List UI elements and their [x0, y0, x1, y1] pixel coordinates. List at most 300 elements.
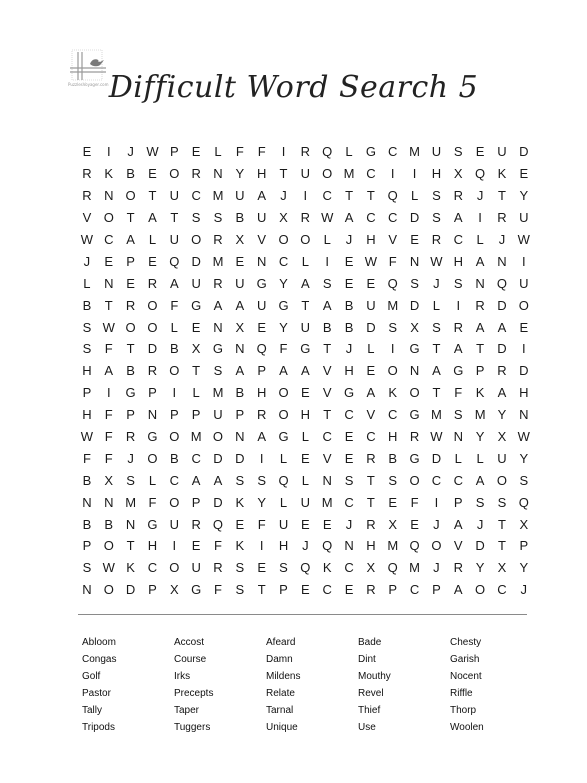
- letter-grid: [76, 141, 535, 601]
- word-list-item: Relate: [266, 688, 295, 699]
- grid-letter: O: [475, 582, 486, 598]
- grid-letter: W: [80, 429, 94, 445]
- grid-letter: I: [172, 385, 177, 401]
- grid-letter: M: [321, 494, 333, 510]
- grid-letter: E: [301, 450, 310, 466]
- word-list-item: Pastor: [82, 688, 111, 699]
- grid-letter: G: [125, 385, 136, 401]
- grid-letter: B: [104, 516, 114, 532]
- grid-letter: U: [300, 319, 311, 335]
- grid-letter: N: [256, 253, 267, 269]
- grid-letter: P: [169, 144, 179, 160]
- grid-letter: P: [235, 407, 245, 423]
- grid-letter: A: [235, 363, 245, 379]
- grid-letter: T: [497, 516, 506, 532]
- grid-letter: C: [344, 560, 354, 576]
- grid-letter: P: [432, 582, 441, 598]
- grid-letter: L: [432, 297, 441, 313]
- grid-letter: L: [148, 472, 157, 488]
- grid-letter: Q: [387, 188, 398, 204]
- grid-letter: V: [388, 232, 398, 247]
- grid-letter: M: [387, 538, 399, 554]
- grid-letter: P: [279, 582, 288, 598]
- grid-letter: C: [366, 210, 376, 226]
- grid-letter: O: [496, 472, 508, 488]
- grid-letter: D: [125, 582, 136, 598]
- grid-letter: H: [82, 363, 92, 379]
- grid-letter: X: [410, 319, 419, 335]
- grid-letter: G: [365, 144, 376, 160]
- grid-letter: U: [497, 450, 507, 466]
- grid-letter: N: [104, 188, 114, 204]
- grid-letter: B: [82, 516, 92, 532]
- grid-letter: B: [126, 166, 135, 182]
- grid-letter: G: [212, 341, 224, 357]
- grid-letter: R: [453, 319, 463, 335]
- grid-letter: G: [147, 516, 158, 532]
- grid-letter: J: [302, 538, 309, 554]
- grid-letter: F: [104, 429, 113, 445]
- grid-letter: A: [301, 363, 310, 379]
- grid-letter: W: [517, 429, 530, 445]
- grid-letter: L: [214, 144, 222, 160]
- grid-letter: C: [409, 582, 420, 598]
- grid-letter: Q: [496, 275, 508, 291]
- word-list-item: Use: [358, 722, 376, 733]
- grid-letter: E: [191, 144, 201, 160]
- grid-letter: L: [301, 253, 309, 269]
- grid-letter: A: [344, 210, 354, 226]
- grid-letter: H: [256, 166, 267, 182]
- grid-letter: J: [345, 232, 353, 247]
- grid-letter: X: [497, 429, 507, 445]
- grid-letter: P: [475, 363, 485, 379]
- grid-letter: W: [102, 319, 115, 335]
- grid-letter: G: [409, 450, 420, 466]
- grid-letter: N: [497, 253, 507, 269]
- word-list-item: Chesty: [450, 637, 482, 648]
- grid-letter: F: [235, 144, 244, 160]
- grid-letter: C: [366, 166, 376, 182]
- grid-letter: O: [147, 450, 158, 466]
- grid-letter: Q: [278, 472, 289, 488]
- grid-letter: Q: [256, 341, 267, 357]
- grid-letter: S: [279, 560, 288, 576]
- grid-letter: O: [169, 429, 180, 445]
- grid-letter: W: [102, 560, 115, 576]
- grid-letter: U: [169, 232, 179, 247]
- grid-letter: R: [497, 363, 507, 379]
- grid-letter: B: [344, 319, 354, 335]
- grid-letter: U: [213, 407, 223, 423]
- grid-letter: H: [278, 538, 289, 554]
- grid-letter: I: [412, 166, 417, 182]
- grid-letter: L: [192, 385, 200, 401]
- grid-letter: P: [191, 494, 201, 510]
- grid-letter: A: [366, 385, 376, 401]
- grid-letter: C: [388, 144, 398, 160]
- grid-letter: X: [497, 560, 507, 576]
- word-list-item: Abloom: [82, 637, 116, 648]
- grid-letter: D: [213, 450, 223, 466]
- grid-letter: P: [453, 494, 463, 510]
- grid-letter: E: [344, 429, 354, 445]
- grid-letter: Q: [518, 494, 529, 510]
- grid-letter: S: [235, 472, 245, 488]
- grid-letter: O: [169, 560, 180, 576]
- grid-letter: F: [410, 494, 419, 510]
- word-list-item: Taper: [174, 705, 200, 716]
- word-list-item: Golf: [82, 671, 101, 682]
- grid-letter: F: [214, 582, 222, 598]
- grid-letter: U: [256, 210, 267, 226]
- grid-letter: D: [519, 363, 529, 379]
- grid-letter: W: [430, 253, 443, 269]
- word-list-item: Congas: [82, 654, 117, 665]
- grid-letter: D: [147, 341, 158, 357]
- grid-letter: L: [301, 472, 309, 488]
- grid-letter: U: [256, 297, 267, 313]
- grid-letter: L: [279, 494, 288, 510]
- grid-letter: N: [213, 319, 223, 335]
- grid-letter: G: [453, 363, 464, 379]
- grid-letter: A: [475, 319, 485, 335]
- grid-letter: M: [190, 429, 202, 445]
- grid-letter: S: [432, 210, 441, 226]
- grid-letter: P: [257, 363, 266, 379]
- word-list-item: Course: [174, 654, 207, 665]
- grid-letter: T: [323, 407, 332, 423]
- grid-letter: E: [191, 538, 201, 554]
- grid-letter: C: [431, 472, 442, 488]
- grid-letter: D: [431, 450, 442, 466]
- grid-letter: A: [301, 275, 310, 291]
- grid-letter: S: [432, 188, 441, 204]
- grid-letter: F: [257, 144, 266, 160]
- grid-letter: V: [322, 385, 332, 401]
- grid-letter: A: [453, 516, 463, 532]
- grid-letter: U: [235, 275, 245, 291]
- grid-letter: T: [366, 472, 375, 488]
- grid-letter: K: [126, 560, 135, 576]
- grid-letter: E: [191, 319, 201, 335]
- grid-letter: S: [388, 472, 398, 488]
- word-list-item: Accost: [174, 637, 205, 648]
- grid-letter: O: [103, 538, 114, 554]
- grid-letter: R: [82, 166, 92, 182]
- logo-caption: PuzzlesVoyager.com: [68, 82, 109, 87]
- grid-letter: B: [169, 450, 179, 466]
- grid-letter: L: [367, 341, 375, 357]
- grid-letter: U: [235, 188, 245, 204]
- grid-letter: C: [322, 188, 332, 204]
- grid-letter: P: [148, 582, 157, 598]
- grid-letter: S: [475, 494, 485, 510]
- grid-letter: O: [212, 429, 224, 445]
- grid-letter: A: [235, 297, 245, 313]
- grid-letter: S: [322, 275, 332, 291]
- grid-letter: O: [278, 407, 289, 423]
- grid-letter: S: [257, 472, 266, 488]
- grid-letter: I: [106, 144, 111, 160]
- grid-letter: R: [366, 450, 376, 466]
- grid-letter: C: [388, 407, 398, 423]
- grid-letter: F: [104, 450, 113, 466]
- grid-letter: S: [388, 319, 398, 335]
- grid-letter: Y: [235, 166, 245, 182]
- grid-letter: H: [388, 429, 398, 445]
- grid-letter: O: [278, 385, 289, 401]
- grid-letter: X: [279, 210, 288, 226]
- grid-letter: T: [366, 188, 375, 204]
- grid-letter: M: [431, 407, 442, 423]
- grid-letter: S: [453, 275, 463, 291]
- grid-letter: E: [257, 560, 266, 576]
- grid-letter: A: [213, 472, 223, 488]
- grid-letter: E: [301, 516, 310, 532]
- grid-letter: A: [213, 297, 223, 313]
- grid-letter: R: [191, 516, 201, 532]
- grid-letter: B: [322, 319, 332, 335]
- grid-letter: A: [453, 210, 463, 226]
- grid-letter: L: [454, 450, 462, 466]
- word-list-item: Thorp: [450, 705, 477, 716]
- grid-letter: B: [169, 341, 179, 357]
- grid-letter: U: [431, 144, 442, 160]
- grid-letter: Q: [322, 144, 333, 160]
- grid-letter: T: [104, 297, 113, 313]
- grid-letter: H: [147, 538, 158, 554]
- grid-letter: N: [475, 275, 485, 291]
- grid-letter: S: [432, 319, 441, 335]
- grid-letter: S: [235, 560, 245, 576]
- grid-letter: E: [257, 319, 266, 335]
- grid-letter: E: [235, 516, 245, 532]
- grid-letter: W: [80, 232, 94, 247]
- grid-letter: C: [344, 494, 354, 510]
- word-list-item: Revel: [358, 688, 384, 699]
- grid-letter: C: [497, 582, 507, 598]
- grid-letter: A: [453, 341, 463, 357]
- grid-letter: L: [83, 275, 91, 291]
- grid-letter: D: [191, 253, 201, 269]
- word-list: [82, 634, 542, 736]
- grid-letter: J: [345, 516, 353, 532]
- grid-letter: I: [281, 144, 286, 160]
- grid-letter: D: [497, 297, 507, 313]
- grid-letter: G: [191, 297, 202, 313]
- grid-letter: I: [106, 385, 111, 401]
- grid-letter: C: [388, 210, 398, 226]
- grid-letter: V: [257, 232, 266, 247]
- grid-letter: R: [431, 232, 442, 247]
- grid-letter: N: [147, 407, 158, 423]
- grid-letter: R: [475, 297, 485, 313]
- word-list-item: Tuggers: [174, 722, 211, 733]
- grid-letter: R: [147, 275, 158, 291]
- word-list-item: Tripods: [82, 722, 115, 733]
- grid-letter: W: [146, 144, 159, 160]
- grid-letter: B: [344, 297, 354, 313]
- grid-letter: E: [301, 582, 310, 598]
- grid-letter: J: [433, 516, 440, 532]
- grid-letter: E: [148, 253, 157, 269]
- grid-letter: E: [344, 253, 354, 269]
- grid-letter: N: [322, 472, 332, 488]
- grid-letter: B: [82, 472, 92, 488]
- grid-letter: E: [104, 253, 114, 269]
- grid-letter: Q: [387, 275, 398, 291]
- grid-letter: A: [169, 275, 179, 291]
- grid-letter: K: [497, 166, 507, 182]
- grid-letter: O: [147, 319, 158, 335]
- grid-letter: A: [475, 472, 485, 488]
- grid-letter: C: [147, 560, 158, 576]
- grid-letter: S: [82, 319, 92, 335]
- grid-letter: L: [410, 188, 419, 204]
- grid-letter: S: [82, 341, 92, 357]
- grid-letter: N: [104, 494, 114, 510]
- grid-letter: I: [521, 253, 526, 269]
- grid-letter: C: [366, 429, 376, 445]
- grid-letter: L: [345, 144, 353, 160]
- grid-letter: E: [322, 516, 332, 532]
- grid-letter: M: [387, 297, 399, 313]
- grid-letter: F: [82, 450, 91, 466]
- grid-letter: I: [456, 297, 461, 313]
- grid-letter: O: [431, 538, 442, 554]
- grid-letter: M: [409, 144, 420, 160]
- grid-letter: U: [300, 166, 311, 182]
- grid-letter: M: [212, 385, 224, 401]
- grid-letter: M: [212, 253, 224, 269]
- grid-letter: C: [104, 232, 114, 247]
- grid-letter: I: [478, 210, 482, 226]
- grid-letter: U: [191, 560, 201, 576]
- grid-letter: J: [498, 232, 506, 247]
- grid-letter: R: [125, 429, 136, 445]
- grid-letter: E: [301, 385, 310, 401]
- grid-letter: U: [191, 275, 201, 291]
- grid-letter: X: [191, 341, 201, 357]
- grid-letter: Y: [475, 429, 485, 445]
- grid-letter: T: [432, 341, 441, 357]
- word-list-item: Afeard: [266, 637, 296, 648]
- grid-letter: E: [235, 253, 245, 269]
- grid-letter: S: [410, 275, 419, 291]
- word-list-item: Unique: [266, 722, 298, 733]
- grid-letter: O: [409, 385, 420, 401]
- grid-letter: G: [278, 429, 289, 445]
- word-list-item: Precepts: [174, 688, 214, 699]
- grid-letter: U: [300, 494, 311, 510]
- grid-letter: H: [431, 166, 442, 182]
- grid-letter: V: [322, 363, 332, 379]
- grid-letter: N: [519, 407, 529, 423]
- grid-letter: T: [301, 297, 310, 313]
- grid-letter: P: [126, 253, 135, 269]
- grid-letter: G: [147, 429, 158, 445]
- page-title: Difficult Word Search 5: [108, 70, 479, 105]
- grid-letter: S: [213, 363, 223, 379]
- grid-letter: O: [103, 582, 114, 598]
- grid-letter: C: [322, 429, 332, 445]
- grid-letter: H: [300, 407, 311, 423]
- grid-letter: W: [321, 210, 334, 226]
- grid-letter: M: [343, 166, 355, 182]
- grid-letter: R: [147, 363, 158, 379]
- grid-letter: J: [433, 275, 440, 291]
- grid-letter: A: [104, 363, 114, 379]
- grid-letter: C: [453, 472, 463, 488]
- grid-letter: O: [169, 166, 180, 182]
- grid-letter: B: [235, 210, 245, 226]
- word-list-item: Riffle: [450, 688, 473, 699]
- grid-letter: I: [521, 341, 526, 357]
- grid-letter: L: [476, 450, 484, 466]
- grid-letter: G: [409, 341, 420, 357]
- grid-letter: A: [191, 472, 201, 488]
- grid-letter: Y: [519, 560, 529, 576]
- grid-letter: N: [409, 253, 420, 269]
- grid-letter: J: [345, 341, 353, 357]
- grid-letter: I: [259, 450, 264, 466]
- grid-letter: Y: [475, 560, 485, 576]
- word-list-item: Bade: [358, 637, 382, 648]
- word-list-item: Damn: [266, 654, 293, 665]
- grid-letter: N: [82, 582, 92, 598]
- grid-letter: D: [366, 319, 376, 335]
- grid-letter: U: [169, 188, 179, 204]
- grid-letter: C: [191, 188, 201, 204]
- grid-letter: E: [344, 582, 354, 598]
- grid-letter: O: [518, 297, 529, 313]
- grid-letter: L: [323, 232, 331, 247]
- grid-letter: U: [519, 275, 529, 291]
- grid-letter: D: [519, 144, 529, 160]
- grid-letter: A: [497, 385, 507, 401]
- grid-letter: L: [170, 319, 178, 335]
- word-list-item: Garish: [450, 654, 480, 665]
- grid-letter: I: [259, 538, 264, 554]
- grid-letter: A: [497, 319, 507, 335]
- grid-letter: G: [278, 297, 289, 313]
- word-list-item: Irks: [174, 671, 191, 682]
- grid-letter: R: [256, 407, 267, 423]
- grid-letter: O: [103, 210, 114, 226]
- grid-letter: Q: [300, 560, 311, 576]
- grid-letter: D: [475, 538, 485, 554]
- grid-letter: A: [432, 363, 441, 379]
- grid-letter: X: [453, 166, 463, 182]
- grid-letter: A: [475, 253, 485, 269]
- grid-letter: N: [344, 538, 354, 554]
- word-list-item: Tally: [82, 705, 103, 716]
- grid-letter: T: [126, 538, 135, 554]
- grid-letter: H: [453, 253, 463, 269]
- grid-letter: V: [322, 450, 332, 466]
- grid-letter: P: [82, 538, 92, 554]
- grid-letter: O: [169, 494, 180, 510]
- grid-letter: R: [497, 210, 507, 226]
- grid-letter: G: [343, 385, 355, 401]
- word-list-item: Thief: [358, 705, 381, 716]
- grid-letter: I: [434, 494, 439, 510]
- grid-letter: C: [344, 407, 354, 423]
- word-list-item: Mildens: [266, 671, 301, 682]
- grid-letter: I: [325, 253, 330, 269]
- grid-letter: A: [279, 363, 288, 379]
